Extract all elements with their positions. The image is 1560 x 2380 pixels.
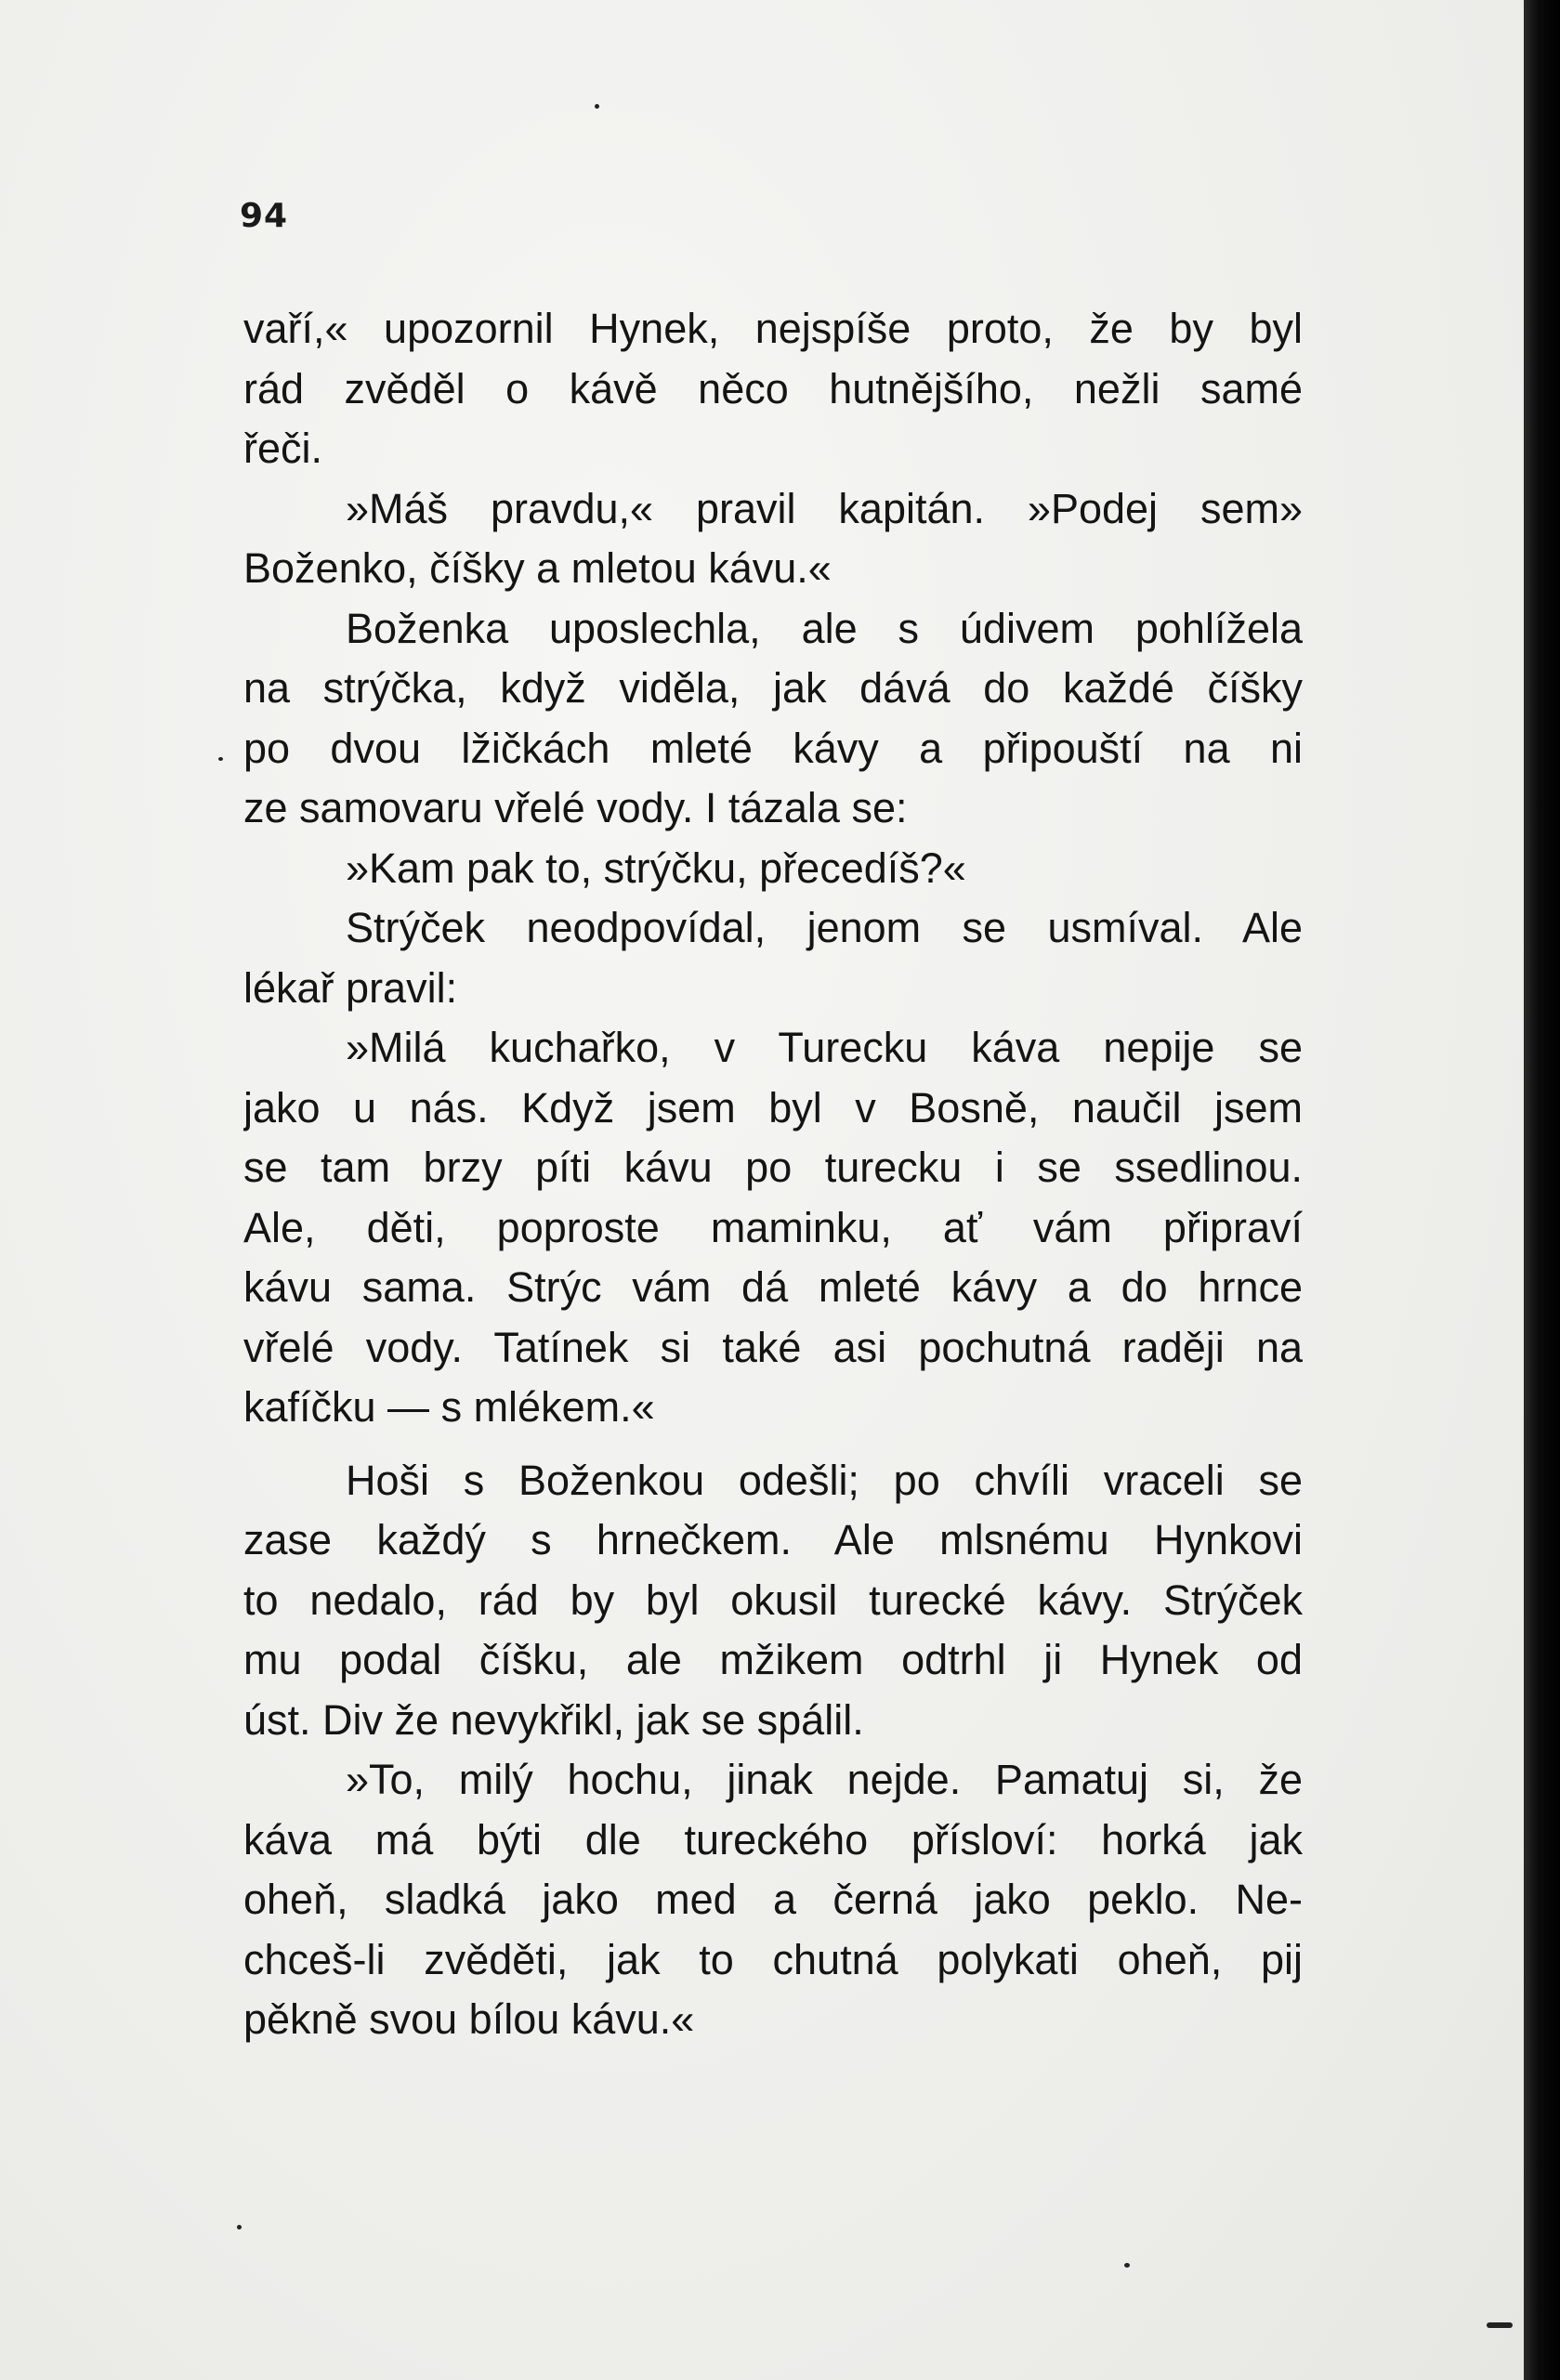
print-speck bbox=[595, 104, 599, 109]
text-line: mu podal číšku, ale mžikem odtrhl ji Hynek od bbox=[243, 1636, 1303, 1683]
text-line: to nedalo, rád by byl okusil turecké kávy. Strýček bbox=[243, 1576, 1303, 1624]
page-body-text bbox=[243, 299, 1303, 2050]
text-line: káva má býti dle tureckého přísloví: horká jak bbox=[243, 1815, 1303, 1863]
text-line: Ale, děti, poproste maminku, ať vám připraví bbox=[243, 1203, 1303, 1251]
text-line: ze samovaru vřelé vody. I tázala se: bbox=[243, 784, 908, 831]
text-line: chceš-li zvěděti, jak to chutná polykati oheň, pij bbox=[243, 1935, 1303, 1983]
text-line: Boženka uposlechla, ale s údivem pohlížela bbox=[346, 604, 1303, 652]
text-line: rád zvěděl o kávě něco hutnějšího, nežli samé bbox=[243, 364, 1303, 412]
text-line: »Milá kuchařko, v Turecku káva nepije se bbox=[346, 1024, 1303, 1071]
text-line: oheň, sladká jako med a černá jako peklo. Ne- bbox=[243, 1876, 1303, 1923]
text-line: po dvou lžičkách mleté kávy a připouští na ni bbox=[243, 724, 1303, 772]
print-speck bbox=[1124, 2263, 1130, 2268]
print-speck bbox=[237, 2225, 242, 2230]
text-line: kafíčku — s mlékem.« bbox=[243, 1383, 655, 1431]
text-line: vřelé vody. Tatínek si také asi pochutná raději na bbox=[243, 1323, 1303, 1371]
text-line: na strýčka, když viděla, jak dává do každé číšky bbox=[243, 664, 1303, 712]
text-line: pěkně svou bílou kávu.« bbox=[243, 1995, 695, 2043]
text-line: »Máš pravdu,« pravil kapitán. »Podej sem» bbox=[346, 484, 1303, 532]
text-line: kávu sama. Strýc vám dá mleté kávy a do hrnce bbox=[243, 1263, 1303, 1311]
text-line: se tam brzy píti kávu po turecku i se ssedlinou. bbox=[243, 1144, 1303, 1191]
text-line: zase každý s hrnečkem. Ale mlsnému Hynkovi bbox=[243, 1516, 1303, 1563]
text-line: lékař pravil: bbox=[243, 963, 458, 1012]
text-line: »Kam pak to, strýčku, přecedíš?« bbox=[346, 843, 966, 892]
page-edge-shadow bbox=[1524, 0, 1560, 2380]
text-line: úst. Div že nevykřikl, jak se spálil. bbox=[243, 1695, 864, 1744]
page-number: 94 bbox=[240, 197, 289, 235]
text-line: Hoši s Boženkou odešli; po chvíli vraceli se bbox=[346, 1456, 1303, 1504]
text-line: Boženko, číšky a mletou kávu.« bbox=[243, 544, 832, 592]
text-line: vaří,« upozornil Hynek, nejspíše proto, že by byl bbox=[243, 305, 1303, 352]
text-line: jako u nás. Když jsem byl v Bosně, naučil jsem bbox=[243, 1083, 1303, 1131]
print-speck bbox=[1487, 2322, 1513, 2328]
text-line: »To, milý hochu, jinak nejde. Pamatuj si, že bbox=[346, 1756, 1303, 1803]
text-line: Strýček neodpovídal, jenom se usmíval. Ale bbox=[346, 904, 1303, 951]
text-line: řeči. bbox=[243, 425, 323, 472]
print-speck bbox=[218, 757, 223, 761]
